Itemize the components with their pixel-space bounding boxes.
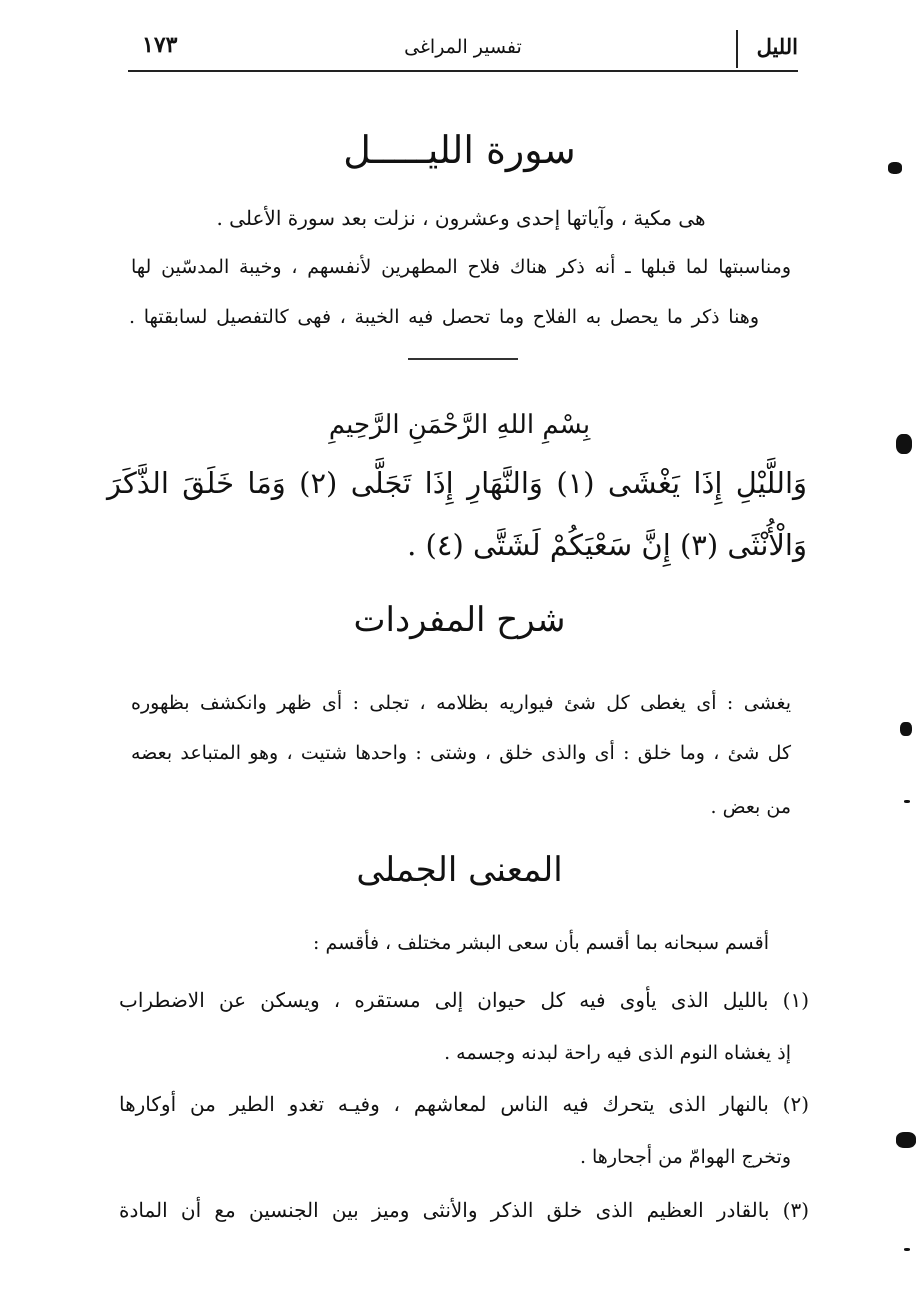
meaning-item-3-line-1: (٣) بالقادر العظيم الذى خلق الذكر والأنثى وميز بين الجنسين مع أن المادة bbox=[119, 1198, 809, 1222]
book-title: تفسير المراغى bbox=[404, 36, 522, 58]
vocab-line-3: من بعض . bbox=[710, 796, 791, 818]
running-header bbox=[128, 28, 798, 72]
vocab-title: شرح المفردات bbox=[353, 600, 566, 640]
meaning-intro-line: أقسم سبحانه بما أقسم بأن سعى البشر مختلف ، فأقسم : bbox=[313, 932, 769, 954]
meaning-item-2-line-2: وتخرج الهوامّ من أجحارها . bbox=[579, 1146, 791, 1168]
page-number: ١٧٣ bbox=[142, 32, 178, 58]
vocab-line-1: يغشى : أى يغطى كل شئ فيواريه بظلامه ، تجلى : أى ظهر وانكشف بظهوره bbox=[131, 692, 791, 714]
intro-line-2: ومناسبتها لما قبلها ـ أنه ذكر هناك فلاح المطهرين لأنفسهم ، وخيبة المدسّين لها bbox=[131, 256, 791, 278]
verse-line-2: وَالْأُنْثَى (٣) إِنَّ سَعْيَكُمْ لَشَتَّى (٤) . bbox=[407, 528, 807, 562]
scan-speck bbox=[896, 1132, 916, 1148]
meaning-item-1-line-1: (١) بالليل الذى يأوى فيه كل حيوان إلى مستقره ، ويسكن عن الاضطراب bbox=[119, 988, 809, 1012]
vocab-line-2: كل شئ ، وما خلق : أى والذى خلق ، وشتى : واحدها شتيت ، وهو المتباعد بعضه bbox=[131, 742, 791, 764]
chapter-name: الليل bbox=[756, 34, 798, 59]
section-divider bbox=[408, 358, 518, 360]
meaning-item-1-line-2: إذ يغشاه النوم الذى فيه راحة لبدنه وجسمه . bbox=[444, 1042, 791, 1064]
verse-line-1: وَاللَّيْلِ إِذَا يَغْشَى (١) وَالنَّهَارِ إِذَا تَجَلَّى (٢) وَمَا خَلَقَ الذَّكَرَ bbox=[107, 466, 808, 500]
intro-line-3: وهنا ذكر ما يحصل به الفلاح وما تحصل فيه الخيبة ، فهى كالتفصيل لسابقتها . bbox=[129, 306, 759, 328]
basmala: بِسْمِ اللهِ الرَّحْمَنِ الرَّحِيمِ bbox=[328, 410, 591, 440]
surah-title: سورة الليـــــل bbox=[343, 128, 576, 172]
scan-speck bbox=[888, 162, 902, 174]
scan-speck bbox=[896, 434, 912, 454]
meaning-item-2-line-1: (٢) بالنهار الذى يتحرك فيه الناس لمعاشهم ، وفيـه تغدو الطير من أوكارها bbox=[119, 1092, 809, 1116]
meaning-title: المعنى الجملى bbox=[356, 850, 563, 890]
scan-speck bbox=[904, 1248, 910, 1251]
scan-speck bbox=[904, 800, 910, 803]
scan-speck bbox=[900, 722, 912, 736]
intro-line-1: هى مكية ، وآياتها إحدى وعشرون ، نزلت بعد سورة الأعلى . bbox=[216, 206, 706, 230]
